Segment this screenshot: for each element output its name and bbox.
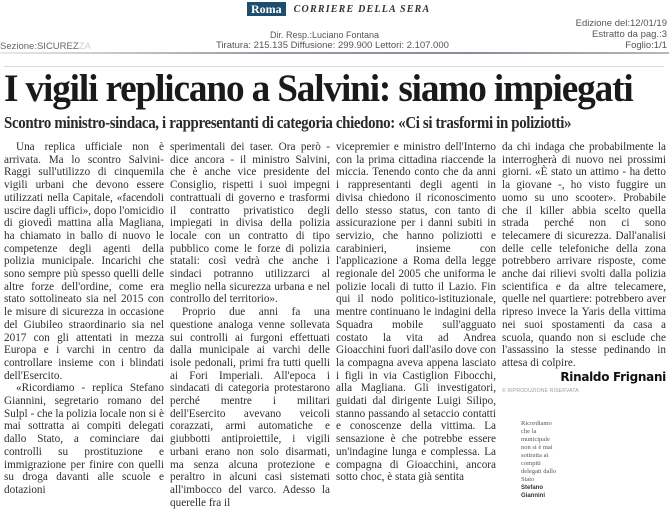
paragraph: «Ricordiamo - replica Stefano Giannini, segretario romano del Sulpl - che la polizia locale non si è mai sottratta ai compiti delegati dallo Stato, a cominciare dai controlli su prostituzione e immigrazione per finire con quelli su droga davanti alle scuole e dotazioni xyxy=(4,382,164,496)
section-label xyxy=(0,41,91,52)
paragraph: vicepremier e ministro dell'Interno con la prima cittadina riaccende la miccia. Tenendo conto che da anni i rappresentanti degli agenti in divisa chiedono il riconoscimento dello stesso status, con tanto di assicurazione per i danni subiti in servizio, che hanno poliziotti e carabinieri, insieme con l'applicazione a Roma della legge regionale del 2005 che uniforma le polizie locali di tutto il Lazio. Fin qui il nodo politico-istituzionale, mentre continuano le indagini della Squadra mobile sull'agguato costato la vita ad Andrea Gioacchini fuori dall'asilo dove con la compagna aveva appena lasciato i figli in via Castiglion Fibocchi, alla Magliana. Gli investigatori, guidati dal dirigente Luigi Silipo, stanno passando al setaccio contatti e conoscenze della vittima. La sensazione è che potrebbe essere un'indagine lunga e complessa. La compagna di Gioacchini, ancora sotto choc, è stata già sentita xyxy=(336,141,496,484)
article-column-1 xyxy=(4,141,164,497)
section-label-text: Sezione:SICUREZ xyxy=(0,41,79,52)
paragraph: Una replica ufficiale non è arrivata. Ma lo scontro Salvini-Raggi sull'utilizzo di cinquemila vigili urbani che devono essere utilizzati nella Capitale, «facendoli uscire dagli uffici», dopo l'omicidio di giovedì mattina alla Magliana, ha chiamato in ballo di nuovo le competenze degli agenti della polizia municipale. Incarichi che sono sempre più spesso quelli delle altre forze dell'ordine, come era stato sottolineato sia nel 2015 con le misure di sicurezza in occasione del Giubileo straordinario sia nel 2017 con gli attentati in mezza Europa e i varchi in centro da controllare insieme con i blindati dell'Esercito. xyxy=(4,141,164,382)
article-column-3 xyxy=(336,141,496,484)
article-subheadline: Scontro ministro-sindaca, i rappresentanti di categoria chiedono: «Ci si trasformi in poliziotti» xyxy=(4,113,572,132)
circulation-line: Tiratura: 215.135 Diffusione: 299.900 Lettori: 2.107.000 xyxy=(216,40,449,51)
pull-quote xyxy=(521,420,561,500)
paragraph: da chi indaga che probabilmente la interrogherà di nuovo nei prossimi giorni. «È stato un attimo - ha detto la giovane -, ho visto fuggire un uomo su uno scooter». Probabile che il killer abbia scelto quella strada perché non ci sono telecamere di sicurezza. Dall'analisi delle celle telefoniche della zona potrebbero arrivare risposte, come anche dai rilievi svolti dalla polizia scientifica e da altre telecamere, quelle nel quartiere: potrebbero aver ripreso invece la Yaris della vittima nei suoi spostamenti da casa a scuola, quando non si esclude che l'assassino la stesse pedinando in attesa di colpire. xyxy=(502,141,666,369)
masthead xyxy=(247,2,430,16)
director-line: Dir. Resp.:Luciano Fontana xyxy=(270,30,380,40)
edition-date: Edizione del:12/01/19 xyxy=(575,18,667,29)
author-byline: Rinaldo Frignani xyxy=(560,369,666,384)
article-column-4 xyxy=(502,141,666,398)
paragraph: sperimentali dei taser. Ora però - dice ancora - il ministro Salvini, che è anche vice presidente del Consiglio, rispetti i suoi impegni contrattuali di governo e trasformi il contratto privatistico degli impiegati in divisa della polizia locale con un contratto di tipo pubblico come le forze di polizia statali: così vedrà che anche i sindaci potranno utilizzarci al meglio nella sicurezza urbana e nel controllo del territorio». xyxy=(170,141,330,306)
copyright-notice: © RIPRODUZIONE RISERVATA xyxy=(502,388,579,395)
paragraph: Proprio due anni fa una questione analoga venne sollevata sui controlli ai furgoni effettuati dalla municipale ai varchi delle isole pedonali, primi fra tutti quelli ai Fori Imperiali. All'epoca i sindacati di categoria protestarono perché mentre i militari dell'Esercito avevano veicoli corazzati, armi automatiche e giubbotti antiproiettile, i vigili urbani erano non solo disarmati, ma senza alcuna protezione e peraltro in alcuni casi sistemati all'imbocco del varco. Adesso la querelle fra il xyxy=(170,306,330,509)
page-extract: Estratto da pag.:3 xyxy=(592,29,667,40)
sheet-number: Foglio:1/1 xyxy=(625,40,667,51)
clipping-header xyxy=(0,0,669,56)
article-column-2 xyxy=(170,141,330,509)
masthead-paper-name: CORRIERE DELLA SERA xyxy=(293,3,431,15)
pull-quote-text: Ricordiamo che la municipale non si è mai sottratta ai compiti delegati dallo Stato xyxy=(521,420,557,483)
pull-quote-author: Stefano Giannini xyxy=(521,485,545,499)
section-label-faded: ZA xyxy=(78,41,91,52)
header-divider xyxy=(0,52,669,54)
masthead-region-badge: Roma xyxy=(247,2,286,16)
article-headline: I vigili replicano a Salvini: siamo impiegati xyxy=(4,67,633,110)
